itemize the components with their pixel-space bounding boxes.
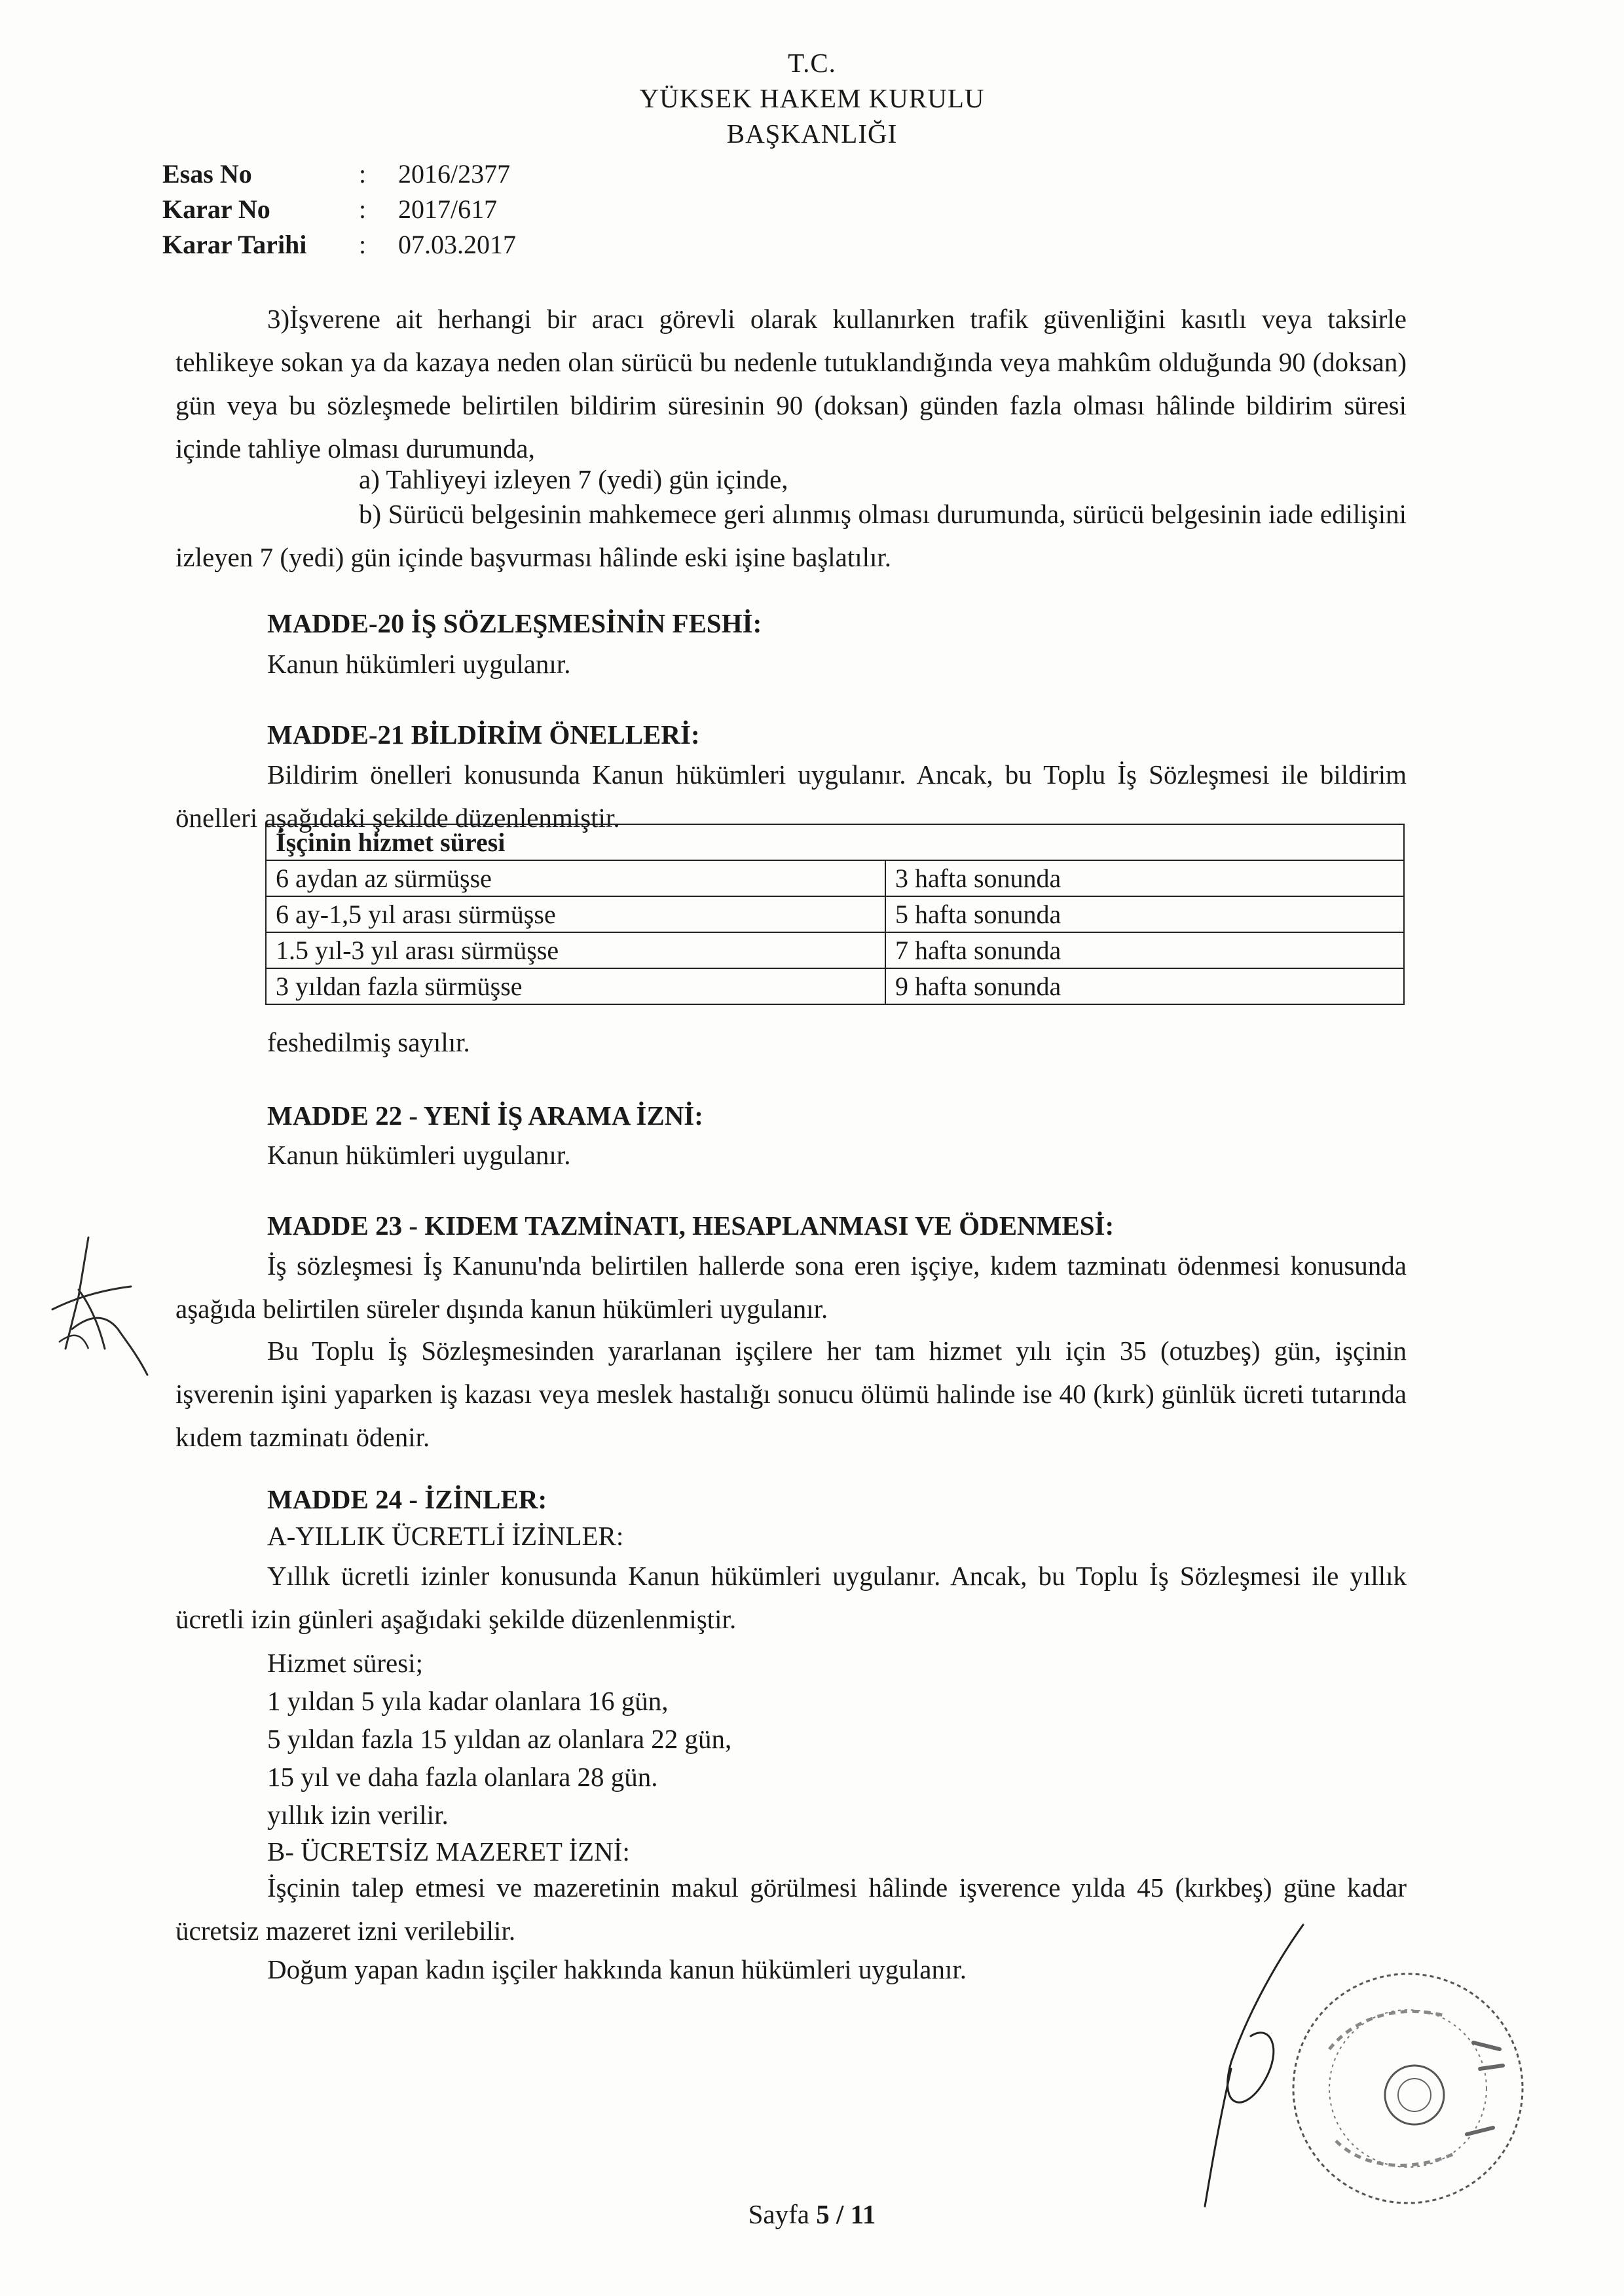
official-stamp-and-signature [1192, 1918, 1532, 2226]
header-line-tc: T.C. [788, 48, 836, 78]
clause-3-paragraph: 3)İşverene ait herhangi bir aracı görevli olarak kullanırken trafik güvenliğini kasıtlı veya taksirle tehlikeye sokan ya da kazaya neden olan sürücü bu nedenle tutuklandığında veya mahkûm olduğunda 90 (doksan) gün veya bu sözleşmede belirtilen bildirim süresinin 90 (doksan) günden fazla olması hâlinde bildirim süresi içinde tahliye olması durumunda, [175, 304, 1407, 464]
table-cell-notice: 5 hafta sonunda [885, 896, 1404, 932]
table-cell-notice: 7 hafta sonunda [885, 932, 1404, 968]
madde-20-body: Kanun hükümleri uygulanır. [267, 649, 571, 679]
page-number-current: 5 [816, 2199, 830, 2229]
madde-24-heading: MADDE 24 - İZİNLER: [267, 1484, 547, 1514]
tarih-separator: : [359, 230, 367, 259]
stamp-inner-ring [1329, 2010, 1486, 2167]
madde-23-heading: MADDE 23 - KIDEM TAZMİNATI, HESAPLANMASI VE ÖDENMESİ: [267, 1211, 1115, 1241]
madde-21-heading: MADDE-21 BİLDİRİM ÖNELLERİ: [267, 720, 700, 750]
madde-24-paragraph-b: İşçinin talep etmesi ve mazeretinin makul görülmesi hâlinde işverence yılda 45 (kırkbeş) güne kadar ücretsiz mazeret izni verilebilir. [175, 1872, 1407, 1946]
madde-22-body: Kanun hükümleri uygulanır. [267, 1140, 571, 1170]
esas-value: 2016/2377 [398, 159, 511, 189]
clause-3-item-b: b) Sürücü belgesinin mahkemece geri alınmış olması durumunda, sürücü belgesinin iade edilişini izleyen 7 (yedi) gün içinde başvurması hâlinde eski işine başlatılır. [175, 499, 1407, 572]
table-cell-notice: 3 hafta sonunda [885, 860, 1404, 896]
table-cell-period: 1.5 yıl-3 yıl arası sürmüşse [266, 932, 885, 968]
madde-22-heading: MADDE 22 - YENİ İŞ ARAMA İZNİ: [267, 1101, 703, 1131]
clause-3-item-a: a) Tahliyeyi izleyen 7 (yedi) gün içinde, [359, 464, 788, 494]
esas-label: Esas No [162, 159, 252, 189]
page-number [0, 2198, 1624, 2230]
madde-24-paragraph-a: Yıllık ücretli izinler konusunda Kanun hükümleri uygulanır. Ancak, bu Toplu İş Sözleşmesi ile yıllık ücretli izin günleri aşağıdaki şekilde düzenlenmiştir. [175, 1561, 1407, 1634]
service-period-label: Hizmet süresi; [267, 1648, 423, 1678]
madde-24-subheading-a: A-YILLIK ÜCRETLİ İZİNLER: [267, 1521, 624, 1551]
header-line-institution: YÜKSEK HAKEM KURULU [639, 83, 985, 113]
table-row [266, 896, 1404, 932]
madde-21-after-table: feshedilmiş sayılır. [267, 1027, 470, 1057]
madde-21-body: Bildirim önelleri konusunda Kanun hükümleri uygulanır. Ancak, bu Toplu İş Sözleşmesi ile bildirim önelleri aşağıdaki şekilde düzenlenmiştir. [175, 759, 1407, 833]
table-cell-notice: 9 hafta sonunda [885, 968, 1404, 1004]
karar-label: Karar No [162, 194, 270, 224]
handwritten-signature [1205, 1925, 1303, 2206]
stamp-outer-ring [1293, 1974, 1522, 2203]
header-line-presidency: BAŞKANLIĞI [726, 118, 898, 149]
table-cell-period: 6 ay-1,5 yıl arası sürmüşse [266, 896, 885, 932]
leave-rule-3: 15 yıl ve daha fazla olanlara 28 gün. [267, 1762, 658, 1792]
madde-23-paragraph-2: Bu Toplu İş Sözleşmesinden yararlanan işçilere her tam hizmet yılı için 35 (otuzbeş) gün, işçinin işverenin işini yaparken iş kazası veya meslek hastalığı sonucu ölümü halinde ise 40 (kırk) günlük ücreti tutarında kıdem tazminatı ödenir. [175, 1336, 1407, 1452]
stamp-emblem [1385, 2066, 1444, 2124]
page-number-total: 11 [850, 2199, 876, 2229]
page-number-label: Sayfa [748, 2199, 809, 2229]
table-row [266, 968, 1404, 1004]
page-number-separator: / [836, 2199, 844, 2229]
leave-rule-2: 5 yıldan fazla 15 yıldan az olanlara 22 gün, [267, 1724, 732, 1754]
margin-initials-signature [26, 1218, 157, 1381]
madde-23-paragraph-1: İş sözleşmesi İş Kanunu'nda belirtilen hallerde sona eren işçiye, kıdem tazminatı ödenmesi konusunda aşağıda belirtilen süreler dışında kanun hükümleri uygulanır. [175, 1250, 1407, 1324]
tarih-label: Karar Tarihi [162, 230, 307, 259]
table-cell-period: 6 aydan az sürmüşse [266, 860, 885, 896]
leave-rule-1: 1 yıldan 5 yıla kadar olanlara 16 gün, [267, 1686, 669, 1716]
madde-20-heading: MADDE-20 İŞ SÖZLEŞMESİNİN FESHİ: [267, 608, 762, 638]
esas-separator: : [359, 159, 367, 189]
madde-24-subheading-b: B- ÜCRETSİZ MAZERET İZNİ: [267, 1836, 630, 1867]
karar-separator: : [359, 194, 367, 224]
table-row [266, 860, 1404, 896]
table-row [266, 932, 1404, 968]
madde-24-paragraph-c: Doğum yapan kadın işçiler hakkında kanun hükümleri uygulanır. [267, 1954, 967, 1984]
table-header-row [266, 824, 1404, 860]
table-header-cell: İşçinin hizmet süresi [266, 824, 1404, 860]
karar-value: 2017/617 [398, 194, 498, 224]
notice-period-table [265, 824, 1405, 1005]
leave-rule-4: yıllık izin verilir. [267, 1800, 449, 1830]
tarih-value: 07.03.2017 [398, 230, 516, 259]
table-cell-period: 3 yıldan fazla sürmüşse [266, 968, 885, 1004]
